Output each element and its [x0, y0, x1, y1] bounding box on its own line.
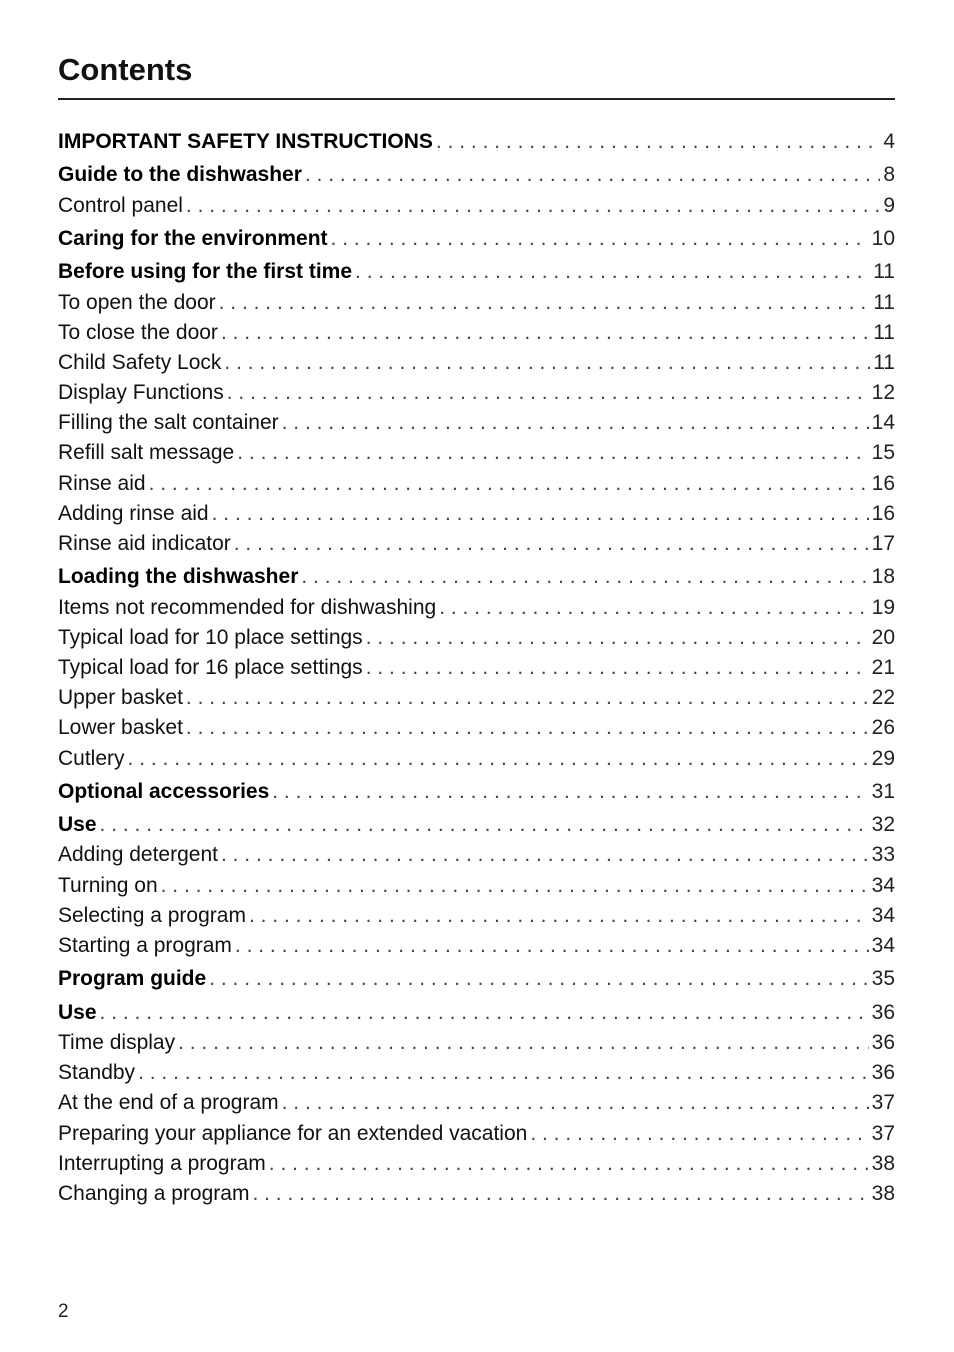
- toc-entry-page: 38: [871, 1151, 895, 1175]
- dot-leader: [305, 160, 880, 190]
- toc-entry-label: Refill salt message: [58, 441, 235, 465]
- dot-leader: [235, 931, 869, 961]
- dot-leader: [186, 683, 869, 713]
- toc-entry-page: 36: [871, 1000, 895, 1024]
- toc-entry[interactable]: [58, 127, 895, 157]
- toc-entry[interactable]: [58, 438, 895, 468]
- dot-leader: [227, 378, 869, 408]
- toc-entry-label: Turning on: [58, 873, 158, 897]
- page-title: Contents: [58, 52, 193, 87]
- toc-entry-page: 20: [871, 625, 895, 649]
- dot-leader: [186, 713, 869, 743]
- toc-entry[interactable]: [58, 964, 895, 994]
- toc-entry[interactable]: [58, 378, 895, 408]
- toc-entry-label: Items not recommended for dishwashing: [58, 595, 437, 619]
- dot-leader: [209, 964, 868, 994]
- toc-entry-label: Adding rinse aid: [58, 501, 209, 525]
- toc-entry-page: 37: [871, 1091, 895, 1115]
- dot-leader: [282, 408, 869, 438]
- dot-leader: [269, 1149, 869, 1179]
- toc-entry[interactable]: [58, 191, 895, 221]
- dot-leader: [366, 623, 869, 653]
- toc-entry[interactable]: [58, 1028, 895, 1058]
- toc-entry-page: 19: [871, 595, 895, 619]
- toc-entry-label: Cutlery: [58, 746, 125, 770]
- toc-entry[interactable]: [58, 1088, 895, 1118]
- dot-leader: [282, 1088, 869, 1118]
- toc-entry-label: At the end of a program: [58, 1091, 279, 1115]
- dot-leader: [272, 777, 868, 807]
- toc-entry-page: 34: [871, 873, 895, 897]
- toc-entry-page: 9: [883, 193, 895, 217]
- toc-entry[interactable]: [58, 224, 895, 254]
- toc-entry[interactable]: [58, 257, 895, 287]
- toc-entry-page: 14: [871, 411, 895, 435]
- toc-entry[interactable]: [58, 288, 895, 318]
- toc-entry[interactable]: [58, 871, 895, 901]
- dot-leader: [530, 1119, 868, 1149]
- toc-entry-label: Rinse aid: [58, 471, 146, 495]
- dot-leader: [439, 593, 868, 623]
- toc-entry-label: Interrupting a program: [58, 1151, 266, 1175]
- toc-entry-label: Selecting a program: [58, 903, 246, 927]
- toc-entry-label: Upper basket: [58, 686, 183, 710]
- dot-leader: [366, 653, 869, 683]
- toc-entry-label: Changing a program: [58, 1181, 250, 1205]
- toc-entry-page: 31: [871, 779, 895, 803]
- toc-entry[interactable]: [58, 1119, 895, 1149]
- toc-entry-page: 16: [871, 501, 895, 525]
- toc-entry-page: 8: [883, 163, 895, 187]
- toc-entry-label: Use: [58, 813, 97, 837]
- toc-entry[interactable]: [58, 469, 895, 499]
- toc-entry-label: Program guide: [58, 967, 207, 991]
- dot-leader: [149, 469, 869, 499]
- dot-leader: [221, 318, 870, 348]
- toc-entry[interactable]: [58, 160, 895, 190]
- toc-entry-page: 38: [871, 1181, 895, 1205]
- toc-entry-label: Lower basket: [58, 716, 183, 740]
- toc-entry-page: 21: [871, 655, 895, 679]
- toc-entry-page: 36: [871, 1030, 895, 1054]
- toc-entry[interactable]: [58, 653, 895, 683]
- toc-entry[interactable]: [58, 593, 895, 623]
- toc-entry-label: Time display: [58, 1030, 176, 1054]
- toc-entry-page: 37: [871, 1121, 895, 1145]
- dot-leader: [212, 499, 869, 529]
- dot-leader: [224, 348, 870, 378]
- dot-leader: [331, 224, 869, 254]
- dot-leader: [436, 127, 880, 157]
- toc-entry-page: 33: [871, 843, 895, 867]
- toc-entry-page: 22: [871, 686, 895, 710]
- toc-entry[interactable]: [58, 348, 895, 378]
- dot-leader: [221, 840, 869, 870]
- toc-entry-label: Guide to the dishwasher: [58, 163, 302, 187]
- toc-entry-page: 11: [873, 320, 895, 344]
- dot-leader: [186, 191, 880, 221]
- page-number: 2: [58, 1301, 69, 1322]
- toc-entry[interactable]: [58, 1058, 895, 1088]
- toc-entry[interactable]: [58, 744, 895, 774]
- toc-entry-label: Preparing your appliance for an extended vacation: [58, 1121, 528, 1145]
- toc-entry-page: 32: [871, 813, 895, 837]
- toc-entry-page: 26: [871, 716, 895, 740]
- toc-entry[interactable]: [58, 810, 895, 840]
- dot-leader: [161, 871, 869, 901]
- toc-entry-page: 29: [871, 746, 895, 770]
- toc-entry-page: 11: [873, 290, 895, 314]
- toc-entry[interactable]: [58, 683, 895, 713]
- toc-entry-page: 18: [871, 565, 895, 589]
- toc-entry-page: 12: [871, 381, 895, 405]
- toc-entry-label: Before using for the first time: [58, 260, 353, 284]
- toc-entry[interactable]: [58, 840, 895, 870]
- toc-entry-label: To open the door: [58, 290, 216, 314]
- toc-entry-page: 36: [871, 1061, 895, 1085]
- toc-entry-label: Typical load for 16 place settings: [58, 655, 363, 679]
- dot-leader: [301, 562, 868, 592]
- dot-leader: [219, 288, 871, 318]
- toc-entry-label: Rinse aid indicator: [58, 532, 231, 555]
- toc-entry[interactable]: [58, 931, 895, 961]
- toc-entry-page: 34: [871, 934, 895, 957]
- toc-entry[interactable]: [58, 499, 895, 529]
- toc-entry[interactable]: [58, 1149, 895, 1179]
- toc-entry-label: Typical load for 10 place settings: [58, 625, 363, 649]
- toc-entry[interactable]: [58, 777, 895, 807]
- toc-entry-page: 11: [873, 350, 895, 374]
- toc-entry-page: 11: [873, 260, 895, 284]
- dot-leader: [252, 1179, 868, 1209]
- toc-entry-page: 4: [883, 130, 895, 153]
- toc-entry-page: 10: [871, 226, 895, 250]
- toc-entry-label: IMPORTANT SAFETY INSTRUCTIONS: [58, 130, 433, 153]
- toc-entry-label: Caring for the environment: [58, 226, 328, 250]
- toc-entry[interactable]: [58, 1179, 895, 1209]
- toc-entry-label: Starting a program: [58, 934, 232, 957]
- toc-entry-page: 34: [871, 903, 895, 927]
- toc-entry-label: Standby: [58, 1061, 136, 1085]
- toc-entry-label: To close the door: [58, 320, 218, 344]
- toc-entry-label: Optional accessories: [58, 779, 270, 803]
- toc-entry-label: Filling the salt container: [58, 411, 279, 435]
- toc-entry-page: 17: [871, 532, 895, 555]
- toc-entry[interactable]: [58, 623, 895, 653]
- dot-leader: [128, 744, 869, 774]
- dot-leader: [234, 529, 869, 559]
- toc-entry-label: Control panel: [58, 193, 183, 217]
- dot-leader: [138, 1058, 869, 1088]
- toc-entry[interactable]: [58, 529, 895, 559]
- dot-leader: [237, 438, 868, 468]
- toc-entry[interactable]: [58, 562, 895, 592]
- toc-entry-label: Loading the dishwasher: [58, 565, 299, 589]
- toc-entry-page: 35: [871, 967, 895, 991]
- toc-entry-label: Display Functions: [58, 381, 224, 405]
- toc-entry-label: Child Safety Lock: [58, 350, 222, 374]
- dot-leader: [100, 998, 869, 1028]
- toc-entry[interactable]: [58, 713, 895, 743]
- toc-entry-label: Adding detergent: [58, 843, 218, 867]
- toc-entry[interactable]: [58, 408, 895, 438]
- dot-leader: [178, 1028, 869, 1058]
- toc-entry[interactable]: [58, 318, 895, 348]
- toc-entry[interactable]: [58, 901, 895, 931]
- toc-entry[interactable]: [58, 998, 895, 1028]
- dot-leader: [355, 257, 870, 287]
- dot-leader: [249, 901, 869, 931]
- toc-entry-label: Use: [58, 1000, 97, 1024]
- table-of-contents: [58, 127, 895, 1209]
- toc-entry-page: 16: [871, 471, 895, 495]
- dot-leader: [100, 810, 869, 840]
- title-divider: [58, 98, 895, 100]
- toc-entry-page: 15: [871, 441, 895, 465]
